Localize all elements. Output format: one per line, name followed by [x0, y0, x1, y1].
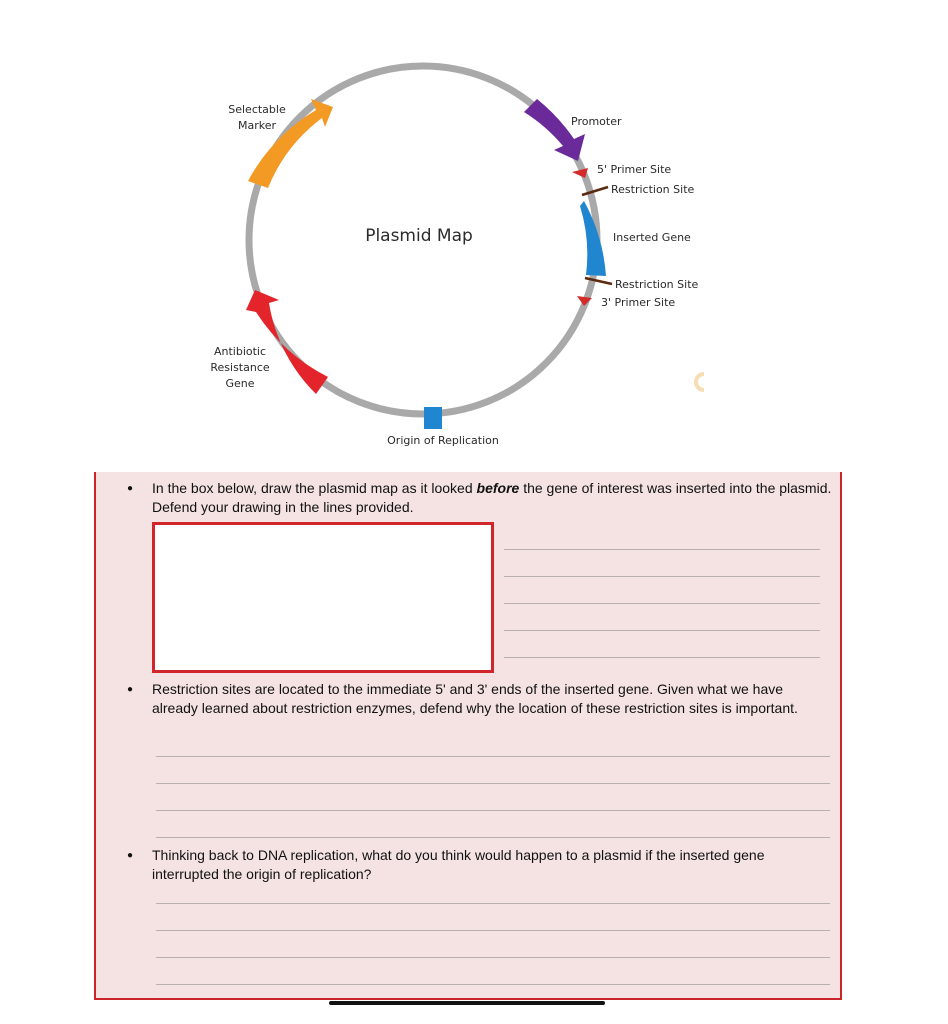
inserted-gene-label: Inserted Gene: [613, 231, 691, 244]
answer-line[interactable]: [504, 549, 820, 550]
antibiotic-resistance-arrow: [246, 290, 328, 394]
answer-line[interactable]: [156, 903, 830, 904]
answer-line[interactable]: [504, 657, 820, 658]
question-2-text: Restriction sites are located to the immediate 5' and 3' ends of the inserted gene. Given what we have already learned about restriction enzymes, defend why the location of these restriction sites is important.: [152, 681, 798, 716]
answer-line[interactable]: [156, 756, 830, 757]
restriction-site-bottom-label: Restriction Site: [615, 278, 699, 291]
antibiotic-label-line3: Gene: [225, 377, 255, 390]
question-3-text: Thinking back to DNA replication, what do you think would happen to a plasmid if the inserted gene interrupted the origin of replication?: [152, 847, 765, 882]
answer-line[interactable]: [504, 630, 820, 631]
promoter-arrow: [524, 99, 585, 161]
decorative-mark: [696, 374, 704, 390]
primer-3-label: 3' Primer Site: [601, 296, 676, 309]
answer-line[interactable]: [156, 810, 830, 811]
plasmid-map-title: Plasmid Map: [365, 226, 473, 246]
restriction-site-top-label: Restriction Site: [611, 183, 695, 196]
question-1-text: In the box below, draw the plasmid map as it looked before the gene of interest was inserted into the plasmid. Defend your drawing in the lines provided.: [152, 480, 832, 515]
answer-line[interactable]: [156, 837, 830, 838]
origin-of-replication-label: Origin of Replication: [387, 434, 499, 447]
answer-line[interactable]: [156, 783, 830, 784]
plasmid-drawing-box[interactable]: [152, 522, 494, 673]
answer-line[interactable]: [156, 930, 830, 931]
home-indicator-bar[interactable]: [329, 1001, 605, 1005]
answer-line[interactable]: [504, 576, 820, 577]
antibiotic-label-line1: Antibiotic: [213, 345, 267, 358]
worksheet-panel: [94, 472, 842, 1000]
promoter-label: Promoter: [571, 115, 622, 128]
selectable-marker-label-line1: Selectable: [228, 103, 286, 116]
question-1-emphasis: before: [476, 480, 520, 496]
origin-of-replication-block: [424, 407, 442, 429]
plasmid-map-figure: [0, 0, 948, 470]
answer-line[interactable]: [504, 603, 820, 604]
answer-line[interactable]: [156, 957, 830, 958]
selectable-marker-label-line2: Marker: [237, 119, 277, 132]
bullet-icon: ●: [127, 850, 134, 861]
primer-5-label: 5' Primer Site: [597, 163, 672, 176]
bullet-icon: ●: [127, 684, 134, 695]
answer-line[interactable]: [156, 984, 830, 985]
antibiotic-label-line2: Resistance: [210, 361, 270, 374]
bullet-icon: ●: [127, 483, 134, 494]
